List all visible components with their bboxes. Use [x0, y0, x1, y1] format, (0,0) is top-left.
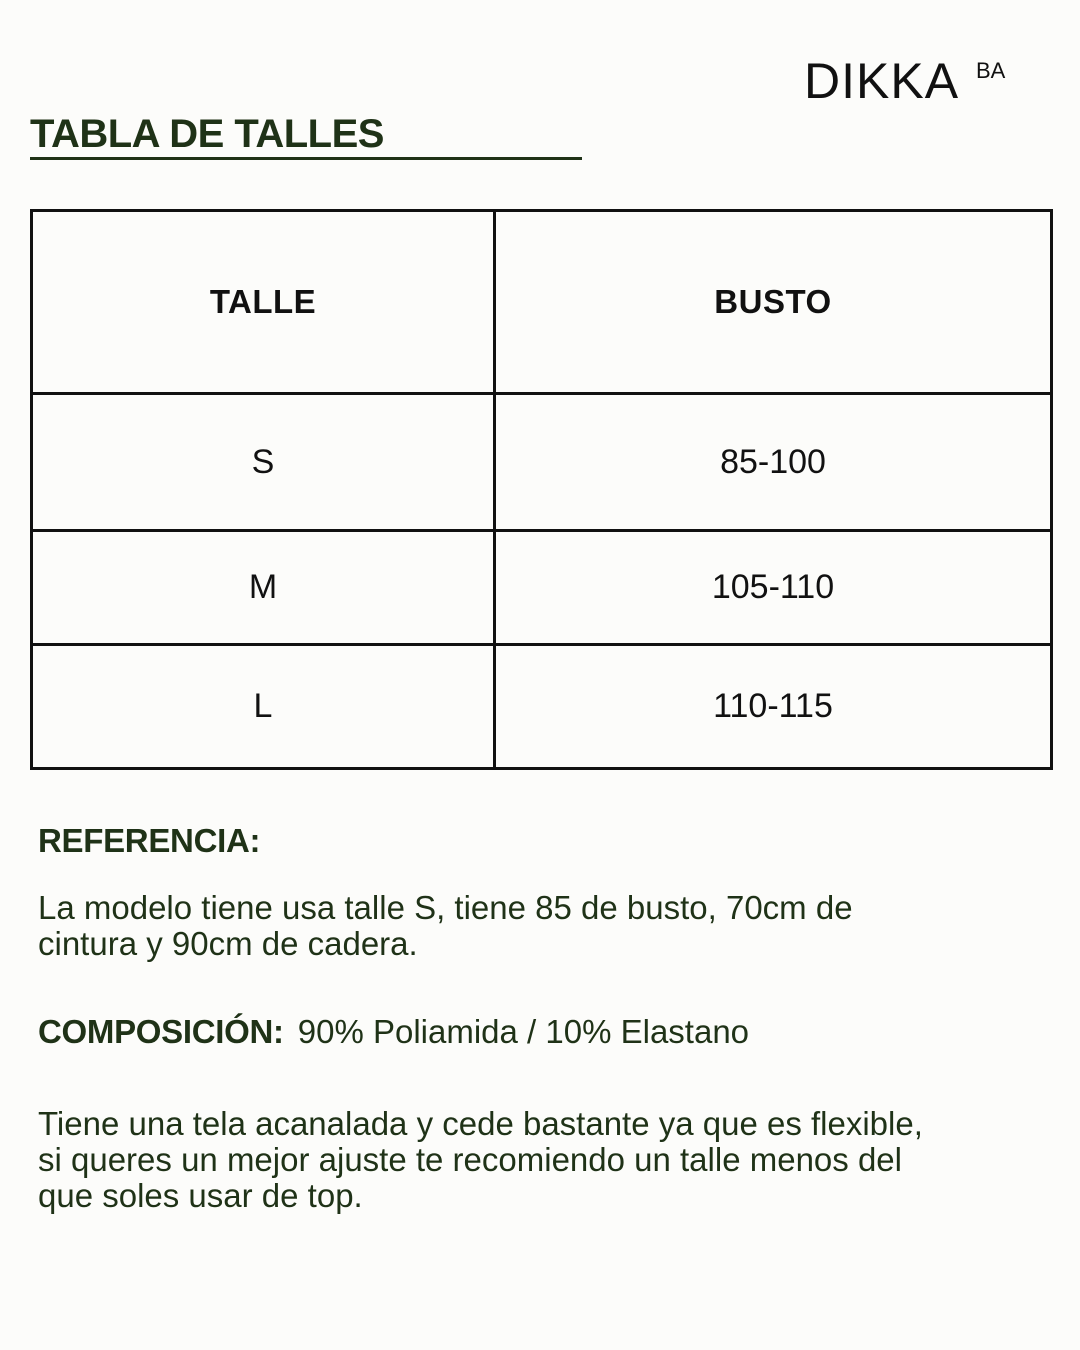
- table-row: [32, 645, 1052, 769]
- cell-busto: 85-100: [495, 394, 1052, 531]
- table-header-row: [32, 211, 1052, 394]
- brand-suffix: BA: [976, 58, 1006, 83]
- table-row: [32, 394, 1052, 531]
- brand-name: DIKKA: [804, 53, 960, 109]
- brand-logo: [804, 53, 1006, 109]
- composition-label: COMPOSICIÓN:: [38, 1013, 284, 1050]
- cell-talle: S: [32, 394, 495, 531]
- cell-talle: L: [32, 645, 495, 769]
- reference-heading: REFERENCIA:: [38, 822, 261, 859]
- table-row: [32, 531, 1052, 645]
- size-table: [30, 209, 1053, 770]
- cell-talle: M: [32, 531, 495, 645]
- cell-busto: 105-110: [495, 531, 1052, 645]
- composition-value: 90% Poliamida / 10% Elastano: [297, 1013, 750, 1050]
- reference-text: La modelo tiene usa talle S, tiene 85 de busto, 70cm de cintura y 90cm de cadera.: [38, 889, 853, 962]
- page-title: TABLA DE TALLES: [30, 112, 384, 156]
- title-underline: [30, 157, 582, 160]
- cell-busto: 110-115: [495, 645, 1052, 769]
- composition-line: [38, 1013, 749, 1051]
- fabric-note: Tiene una tela acanalada y cede bastante ya que es flexible, si queres un mejor ajuste te recomiendo un talle menos del que soles usar de top.: [38, 1105, 923, 1214]
- header-busto: BUSTO: [495, 211, 1052, 394]
- header-talle: TALLE: [32, 211, 495, 394]
